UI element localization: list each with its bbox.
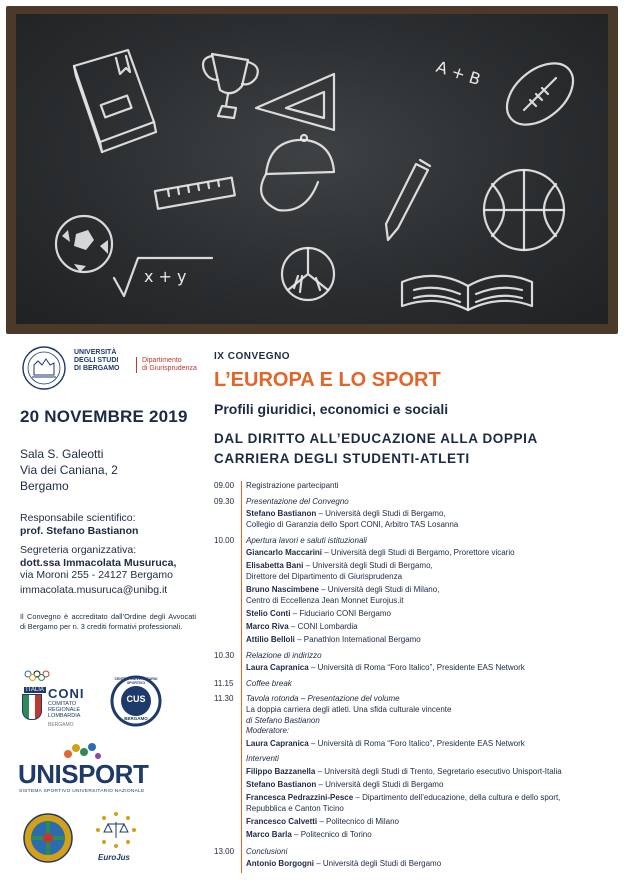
time-1115: 11.15 (214, 679, 234, 688)
speaker-affiliation: – Dipartimento dell’educazione, della cultura e dello sport, (353, 793, 561, 802)
speaker-name: Marco Riva (246, 622, 289, 631)
programme-item: Coffee break (246, 679, 292, 688)
time-1000: 10.00 (214, 536, 235, 545)
speaker-affiliation: – Università di Roma “Foro Italico”, Presidente EAS Network (308, 739, 525, 748)
cus-center-text: CUS (126, 694, 146, 704)
venue-city: Bergamo (20, 479, 69, 493)
page-title: L’EUROPA E LO SPORT (214, 369, 441, 391)
unisport-wordmark: UNISPORT (18, 759, 149, 789)
book-author: di Stefano Bastianon (246, 716, 320, 725)
speaker-name: Elisabetta Bani (246, 561, 304, 570)
speaker-line (246, 780, 443, 789)
unisport-tagline: SISTEMA SPORTIVO UNIVERSITARIO NAZIONALE (19, 789, 145, 794)
speaker-name: Giancarlo Maccarini (246, 548, 323, 557)
speaker-line (246, 817, 399, 826)
interventions-label: Interventi (246, 754, 279, 763)
secretary-address: via Moroni 255 - 24127 Bergamo (20, 569, 173, 581)
speaker-line (246, 585, 439, 594)
speaker-affiliation: Direttore del Dipartimento di Giurisprudenza (246, 572, 403, 581)
speaker-affiliation: – Università degli Studi di Trento, Segretario esecutivo Unisport-Italia (315, 767, 562, 776)
soccer-ball-icon (56, 216, 112, 272)
coni-logo (20, 670, 108, 730)
programme-item: Presentazione del Convegno (246, 497, 349, 506)
coni-country: ITALIA (26, 687, 44, 693)
speaker-name: Laura Capranica (246, 663, 309, 672)
speaker-line (246, 663, 525, 672)
speaker-affiliation: – Politecnico di Torino (291, 830, 372, 839)
speaker-affiliation: – Università degli Studi di Bergamo, (316, 509, 446, 518)
unisport-logo (18, 742, 158, 798)
speaker-affiliation: – Università di Roma “Foro Italico”, Presidente EAS Network (308, 663, 525, 672)
programme-item: Relazione di indirizzo (246, 651, 322, 660)
speaker-name: Stefano Bastianon (246, 509, 317, 518)
page-subtitle: Profili giuridici, economici e sociali (214, 401, 449, 417)
university-logo (20, 345, 200, 395)
programme-item: Conclusioni (246, 847, 288, 856)
time-1300: 13.00 (214, 847, 235, 856)
programme-divider (241, 481, 242, 873)
time-1130: 11.30 (214, 694, 234, 703)
basketball-icon (484, 170, 564, 250)
theme-line-2: CARRIERA DEGLI STUDENTI-ATLETI (214, 451, 470, 466)
university-seal-icon (20, 345, 68, 391)
coni-shield (22, 694, 42, 720)
speaker-line (246, 622, 358, 631)
speaker-affiliation: – Politecnico di Milano (317, 817, 399, 826)
set-square-icon (256, 74, 334, 130)
speaker-line (246, 509, 446, 518)
speaker-affiliation: – Università degli Studi di Bergamo, (303, 561, 433, 570)
panathlon-emblem-icon (22, 812, 74, 864)
eurojus-logo (88, 808, 152, 868)
speaker-line (246, 635, 421, 644)
speaker-name: Stelio Conti (246, 609, 291, 618)
coni-sub: COMITATO REGIONALE LOMBARDIA (48, 701, 81, 719)
coni-name: CONI (48, 686, 85, 701)
programme-item: Apertura lavori e saluti istituzionali (246, 536, 367, 545)
speaker-line (246, 561, 433, 570)
university-name: UNIVERSITÀ DEGLI STUDI DI BERGAMO (74, 349, 120, 372)
event-date: 20 NOVEMBRE 2019 (20, 407, 188, 426)
open-book-icon (402, 276, 532, 310)
cus-bergamo-logo (110, 675, 162, 727)
speaker-affiliation: – Università degli Studi di Bergamo (313, 859, 442, 868)
theme-line-1: DAL DIRITTO ALL’EDUCAZIONE ALLA DOPPIA (214, 431, 538, 446)
book-icon (74, 50, 156, 152)
svg-text:A + B: A + B (433, 56, 483, 90)
speaker-affiliation: – Università degli Studi di Bergamo (316, 780, 444, 789)
venue-street: Via dei Caniana, 2 (20, 463, 118, 477)
speaker-name: Antonio Borgogni (246, 859, 314, 868)
moderator-label: Moderatore: (246, 726, 290, 735)
programme-item: Registrazione partecipanti (246, 481, 339, 490)
accreditation-note: Il Convegno è accreditato dall’Ordine degli Avvocati di Bergamo per n. 3 crediti formativi professionali. (20, 612, 196, 632)
pie-chart-icon (282, 248, 334, 300)
time-0930: 09.30 (214, 497, 235, 506)
scientific-label: Responsabile scientifico: (20, 512, 136, 524)
secretary-email[interactable]: immacolata.musuruca@unibg.it (20, 584, 168, 596)
secretary-label: Segreteria organizzativa: (20, 544, 137, 556)
speaker-name: Laura Capranica (246, 739, 309, 748)
eurojus-wordmark: EuroJus (98, 853, 131, 862)
chalkboard-surface (16, 14, 608, 324)
svg-text:x + y: x + y (144, 267, 187, 286)
speaker-name: Francesca Pedrazzini-Pesce (246, 793, 354, 802)
speaker-affiliation: Centro di Eccellenza Jean Monnet Eurojus.it (246, 596, 404, 605)
olympic-rings-icon (24, 670, 50, 682)
eurojus-stars-icon (88, 808, 144, 854)
speaker-affiliation: Repubblica e Canton Ticino (246, 804, 344, 813)
book-title: La doppia carriera degli atleti. Una sfida culturale vincente (246, 705, 452, 714)
speaker-name: Francesco Calvetti (246, 817, 318, 826)
chalk-formula (114, 258, 212, 296)
venue-room: Sala S. Galeotti (20, 447, 104, 461)
speaker-line (246, 830, 372, 839)
speaker-affiliation: – CONI Lombardia (288, 622, 358, 631)
speaker-line (246, 739, 525, 748)
chalkboard-illustration (6, 6, 618, 334)
speaker-affiliation: – Fiduciario CONI Bergamo (290, 609, 391, 618)
time-0900: 09.00 (214, 481, 235, 490)
cap-icon (261, 135, 334, 210)
speaker-name: Bruno Nascimbene (246, 585, 319, 594)
trophy-icon (203, 54, 258, 118)
panathlon-logo (22, 812, 74, 864)
speaker-line (246, 609, 391, 618)
cus-ring-text: CENTRO UNIVERSITARIO SPORTIVO (114, 677, 158, 685)
speaker-name: Filippo Bazzanella (246, 767, 316, 776)
time-1030: 10.30 (214, 651, 235, 660)
secretary-name: dott.ssa Immacolata Musuruca, (20, 557, 177, 569)
speaker-name: Marco Barla (246, 830, 292, 839)
speaker-line (246, 548, 515, 557)
chalk-doodles (16, 14, 608, 324)
speaker-affiliation: – Università degli Studi di Milano, (318, 585, 440, 594)
edition-label: IX CONVEGNO (214, 351, 291, 362)
pen-icon (386, 160, 430, 240)
ruler-icon (155, 178, 235, 209)
cus-city-text: BERGAMO (124, 716, 148, 721)
speaker-affiliation: – Panathlon International Bergamo (294, 635, 421, 644)
chalk-text-grade (434, 57, 483, 89)
coni-city: BERGAMO (48, 722, 74, 728)
department-name: Dipartimento di Giurisprudenza (136, 357, 202, 373)
speaker-name: Attilio Belloli (246, 635, 295, 644)
speaker-name: Stefano Bastianon (246, 780, 317, 789)
scientific-name: prof. Stefano Bastianon (20, 525, 139, 537)
programme-item: Tavola rotonda – Presentazione del volume (246, 694, 400, 703)
speaker-affiliation: Collegio di Garanzia dello Sport CONI, Arbitro TAS Losanna (246, 520, 459, 529)
rugby-ball-icon (495, 51, 584, 137)
speaker-affiliation: – Università degli Studi di Bergamo, Prorettore vicario (322, 548, 515, 557)
speaker-line (246, 793, 560, 802)
speaker-line (246, 767, 562, 776)
speaker-line (246, 859, 441, 868)
